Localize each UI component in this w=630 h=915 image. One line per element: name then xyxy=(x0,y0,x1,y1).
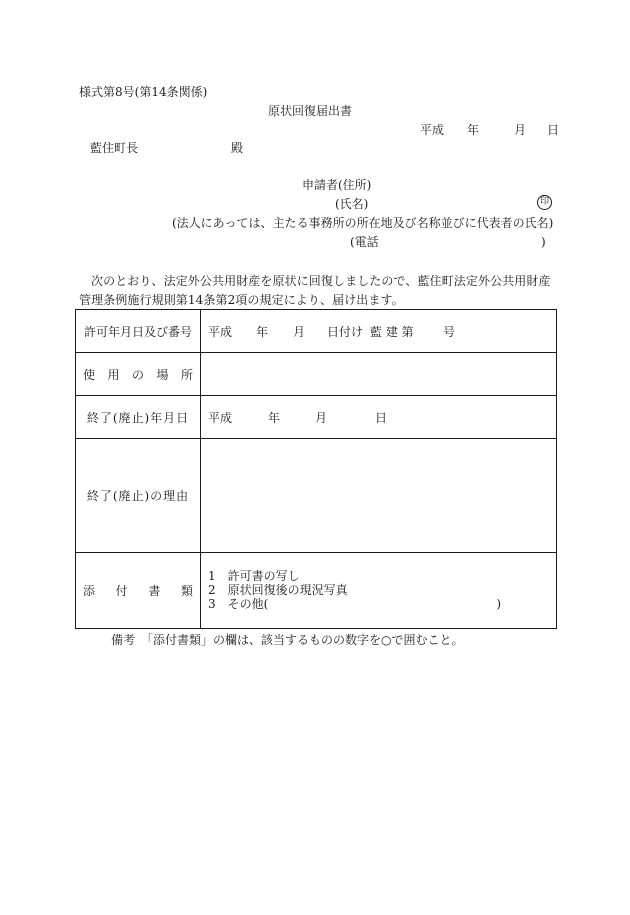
end-date-label: 終了(廃止)年月日 xyxy=(86,410,190,425)
attach-label xyxy=(76,582,200,599)
table-row-end-date xyxy=(76,396,557,439)
attach-value-cell xyxy=(201,553,557,629)
permit-label-cell xyxy=(76,310,201,353)
notification-table xyxy=(75,309,557,629)
applicant-name-label: (氏名) xyxy=(335,197,369,211)
location-label xyxy=(76,366,200,383)
attachment-item-2: 2 原状回復後の現況写真 xyxy=(208,583,348,597)
reason-label-cell xyxy=(76,439,201,553)
date-month: 月 xyxy=(514,123,527,137)
applicant-address-label: 申請者(住所) xyxy=(302,178,372,192)
table-row-attachments xyxy=(76,553,557,629)
addressee-name: 藍住町長 xyxy=(90,141,139,155)
location-label-char-3: の xyxy=(131,367,144,382)
reason-label: 終了(廃止)の理由 xyxy=(86,489,190,503)
end-date-year: 年 xyxy=(268,410,281,425)
permit-era: 平成 xyxy=(208,324,233,339)
table-row-reason xyxy=(76,439,557,553)
location-label-char-2: 用 xyxy=(107,367,120,382)
location-label-char-1: 使 xyxy=(83,367,96,382)
attach-label-char-2: 付 xyxy=(115,584,128,598)
location-value-cell xyxy=(201,353,557,396)
form-number: 様式第8号(第14条関係) xyxy=(79,85,208,99)
reason-value-cell xyxy=(201,439,557,553)
footnote: 備考 「添付書類」の欄は、該当するものの数字を○で囲むこと。 xyxy=(111,633,464,647)
permit-office: 藍 建 第 xyxy=(370,324,414,339)
attach-label-char-3: 書 xyxy=(148,584,161,598)
end-date-value-cell xyxy=(201,396,557,439)
permit-value-cell xyxy=(201,310,557,353)
corporation-note: (法人にあっては、主たる事務所の所在地及び名称並びに代表者の氏名) xyxy=(172,216,554,230)
table-row-location xyxy=(76,353,557,396)
attachment-list xyxy=(208,569,556,611)
submission-date xyxy=(420,123,559,137)
intro-paragraph: 次のとおり、法定外公共用財産を原状に回復しましたので、藍住町法定外公共用財産管理条例施行規則第14条第2項の規定により、届け出ます。 xyxy=(79,274,551,307)
attachment-item-1: 1 許可書の写し xyxy=(208,569,300,583)
end-date-day: 日 xyxy=(375,410,388,425)
document-title: 原状回復届出書 xyxy=(268,104,353,118)
location-label-cell xyxy=(76,353,201,396)
attach-label-char-1: 添 xyxy=(83,584,96,598)
attach-label-char-4: 類 xyxy=(180,584,193,598)
seal-mark: 印 xyxy=(537,195,552,210)
location-label-char-4: 場 xyxy=(156,367,169,382)
location-label-char-5: 所 xyxy=(180,367,193,382)
addressee-honorific: 殿 xyxy=(231,141,244,155)
phone-label: (電話 xyxy=(350,235,379,249)
end-date-month: 月 xyxy=(315,410,328,425)
end-date-label-cell xyxy=(76,396,201,439)
permit-number-suffix: 号 xyxy=(443,324,456,339)
permit-dated: 日付け xyxy=(327,324,364,339)
date-day: 日 xyxy=(547,123,560,137)
phone-close-paren: ) xyxy=(541,235,546,249)
permit-year: 年 xyxy=(256,324,269,339)
date-era: 平成 xyxy=(420,123,445,137)
date-year: 年 xyxy=(467,123,480,137)
permit-label: 許可年月日及び番号 xyxy=(83,324,192,339)
attachment-item-3: 3 その他( ) xyxy=(208,597,502,611)
table-row-permit xyxy=(76,310,557,353)
end-date-era: 平成 xyxy=(208,410,233,425)
attach-label-cell xyxy=(76,553,201,629)
permit-month: 月 xyxy=(293,324,306,339)
